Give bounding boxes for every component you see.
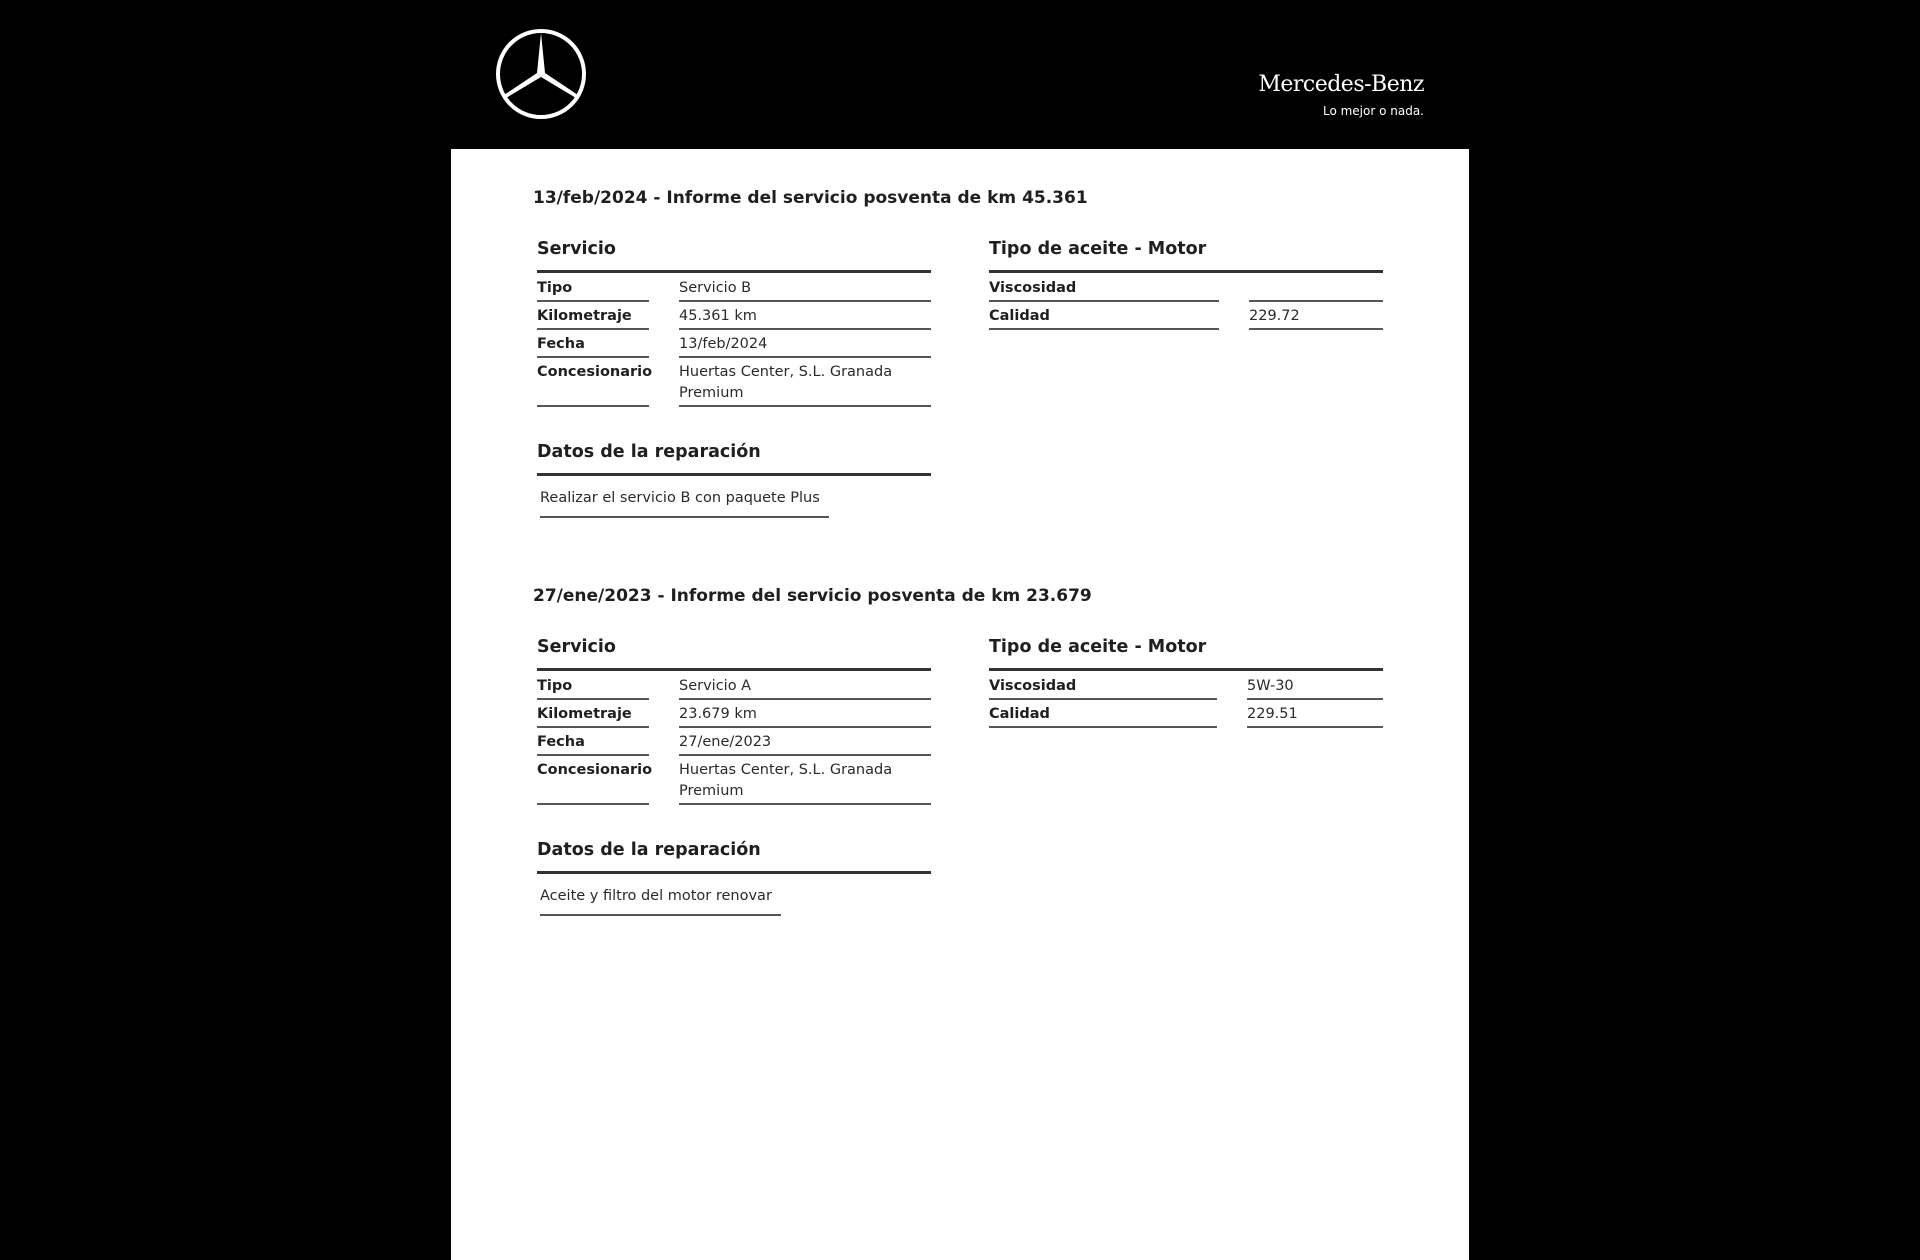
row-divider [989, 328, 1219, 330]
row-divider [989, 726, 1217, 728]
service-label: Concesionario [537, 762, 653, 778]
oil-label: Viscosidad [989, 280, 1077, 296]
row-divider [679, 754, 931, 756]
service-label: Tipo [537, 280, 573, 296]
repair-heading-rule [537, 871, 931, 874]
row-divider [537, 726, 649, 728]
service-value-line2: Premium [679, 385, 744, 401]
service-label: Tipo [537, 678, 573, 694]
row-divider [1249, 300, 1383, 302]
oil-heading: Tipo de aceite - Motor [989, 239, 1207, 259]
brand-name: Mercedes-Benz [1258, 72, 1424, 97]
service-heading: Servicio [537, 239, 616, 259]
service-heading-rule [537, 270, 931, 273]
oil-label: Calidad [989, 308, 1050, 324]
row-divider [537, 698, 649, 700]
page-header [451, 0, 1469, 149]
oil-label: Calidad [989, 706, 1050, 722]
row-divider [537, 356, 649, 358]
row-divider [537, 803, 649, 805]
oil-value: 229.72 [1249, 308, 1300, 324]
service-label: Kilometraje [537, 706, 632, 722]
oil-value: 5W-30 [1247, 678, 1294, 694]
row-divider [679, 300, 931, 302]
oil-heading-rule [989, 668, 1383, 671]
repair-heading: Datos de la reparación [537, 840, 761, 860]
service-value: 45.361 km [679, 308, 757, 324]
row-divider [537, 405, 649, 407]
row-divider [679, 698, 931, 700]
row-divider [679, 356, 931, 358]
service-heading: Servicio [537, 637, 616, 657]
row-divider [1247, 698, 1383, 700]
row-divider [1249, 328, 1383, 330]
service-value: 27/ene/2023 [679, 734, 772, 750]
service-label: Fecha [537, 734, 585, 750]
report-title: 27/ene/2023 - Informe del servicio posventa de km 23.679 [533, 586, 1092, 606]
row-divider [679, 405, 931, 407]
service-heading-rule [537, 668, 931, 671]
service-label: Concesionario [537, 364, 653, 380]
row-divider [679, 803, 931, 805]
oil-heading-rule [989, 270, 1383, 273]
service-value: Huertas Center, S.L. Granada [679, 762, 893, 778]
service-value: Servicio B [679, 280, 752, 296]
service-value: Servicio A [679, 678, 752, 694]
oil-heading: Tipo de aceite - Motor [989, 637, 1207, 657]
row-divider [679, 726, 931, 728]
service-value: 23.679 km [679, 706, 757, 722]
row-divider [1247, 726, 1383, 728]
service-label: Fecha [537, 336, 585, 352]
oil-label: Viscosidad [989, 678, 1077, 694]
repair-heading: Datos de la reparación [537, 442, 761, 462]
row-divider [537, 328, 649, 330]
row-divider [989, 300, 1219, 302]
row-divider [537, 300, 649, 302]
service-value-line2: Premium [679, 783, 744, 799]
row-divider [989, 698, 1217, 700]
row-divider [537, 754, 649, 756]
oil-value: 229.51 [1247, 706, 1298, 722]
repair-heading-rule [537, 473, 931, 476]
report-title: 13/feb/2024 - Informe del servicio posventa de km 45.361 [533, 188, 1088, 208]
row-divider [540, 516, 829, 518]
repair-text: Aceite y filtro del motor renovar [540, 888, 772, 904]
service-label: Kilometraje [537, 308, 632, 324]
row-divider [679, 328, 931, 330]
service-value: Huertas Center, S.L. Granada [679, 364, 893, 380]
row-divider [540, 914, 781, 916]
report-page [451, 0, 1469, 1260]
mercedes-star-icon [495, 28, 587, 120]
brand-slogan: Lo mejor o nada. [1322, 104, 1424, 118]
repair-text: Realizar el servicio B con paquete Plus [540, 490, 820, 506]
service-value: 13/feb/2024 [679, 336, 768, 352]
